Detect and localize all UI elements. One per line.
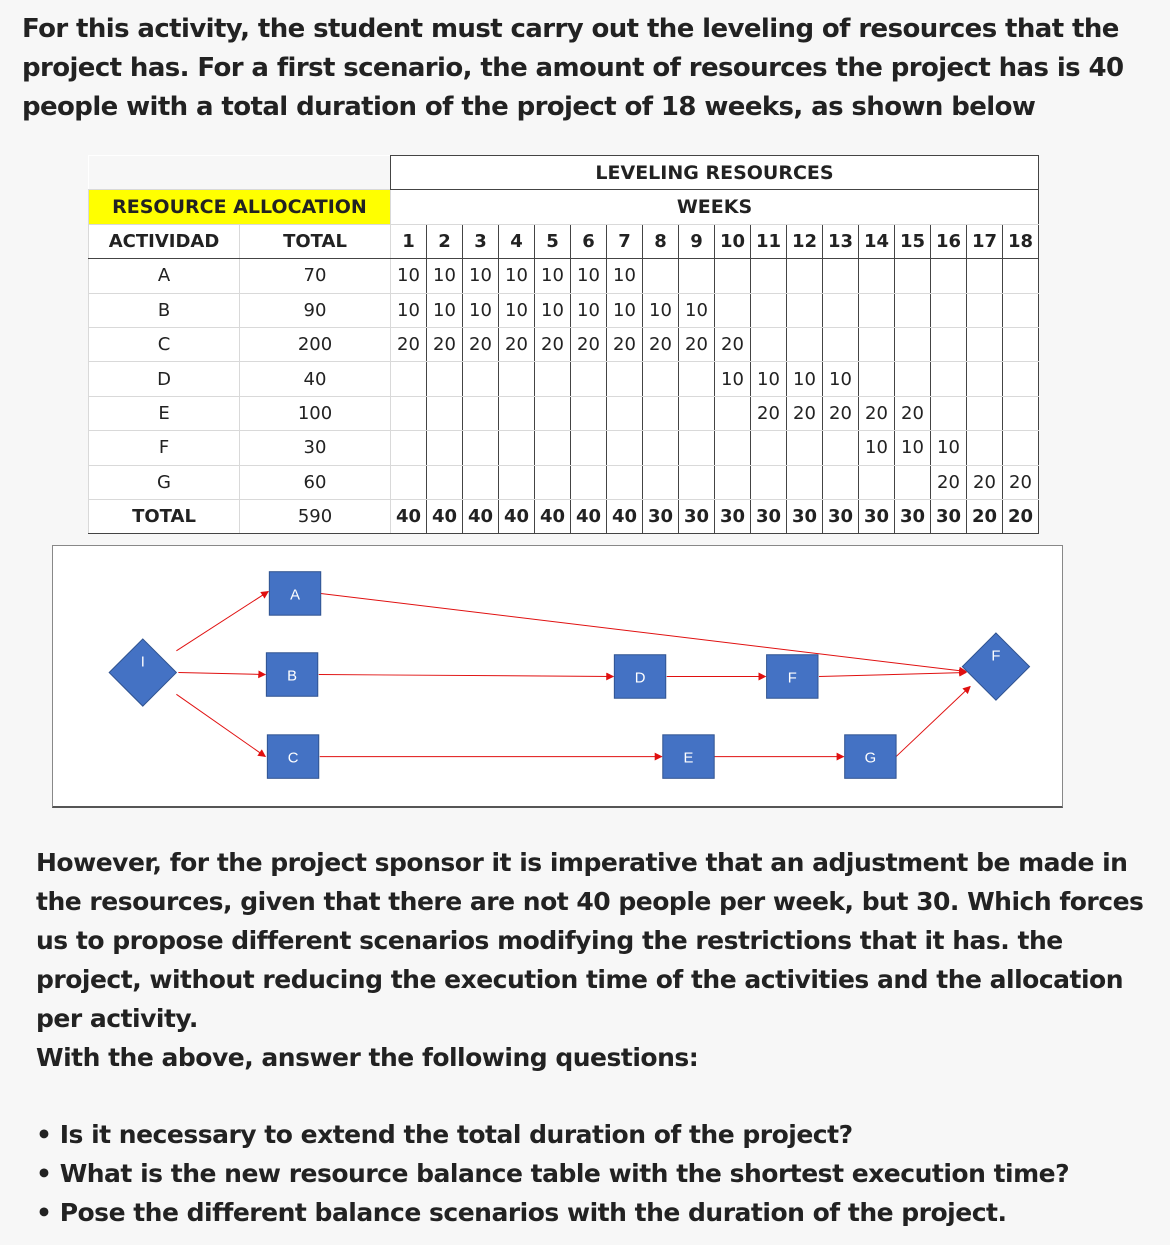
allocation-cell-empty	[859, 259, 895, 293]
allocation-cell-empty	[967, 293, 1003, 327]
allocation-cell: 20	[895, 396, 931, 430]
node-label: B	[287, 668, 298, 685]
allocation-cell: 20	[679, 327, 715, 361]
intro-paragraph: For this activity, the student must carry out the leveling of resources that the project has. For a first scenario, the amount of resources the project has is 40 people with a total duration of the project of 18 weeks, as shown below	[22, 14, 1124, 122]
allocation-cell-empty	[787, 465, 823, 499]
node-label: I	[140, 654, 145, 671]
table-row	[89, 465, 1039, 499]
allocation-cell: 10	[787, 362, 823, 396]
total-cell: 200	[240, 327, 391, 361]
total-cell: 60	[240, 465, 391, 499]
activity-cell: A	[89, 259, 240, 293]
weekly-total-cell: 20	[967, 499, 1003, 533]
network-arrow	[176, 694, 265, 756]
weekly-total-cell: 30	[895, 499, 931, 533]
total-row-sum: 590	[240, 499, 391, 533]
allocation-cell: 10	[715, 362, 751, 396]
week-header: 1	[391, 224, 427, 258]
week-header: 7	[607, 224, 643, 258]
total-row-label: TOTAL	[89, 499, 240, 533]
weekly-total-cell: 40	[391, 499, 427, 533]
allocation-cell-empty	[751, 431, 787, 465]
outro-prompt: With the above, answer the following questions:	[36, 1043, 699, 1072]
allocation-cell-empty	[427, 362, 463, 396]
node-label: F	[787, 670, 797, 687]
allocation-cell: 10	[679, 293, 715, 327]
allocation-cell-empty	[1003, 362, 1039, 396]
week-header: 15	[895, 224, 931, 258]
resource-allocation-label: RESOURCE ALLOCATION	[89, 190, 391, 224]
allocation-cell: 20	[391, 327, 427, 361]
table-row	[89, 327, 1039, 361]
start-node	[109, 639, 176, 706]
allocation-cell-empty	[787, 293, 823, 327]
allocation-cell-empty	[895, 327, 931, 361]
table-row	[89, 396, 1039, 430]
weekly-total-cell: 30	[823, 499, 859, 533]
week-header: 10	[715, 224, 751, 258]
weekly-total-cell: 40	[427, 499, 463, 533]
weekly-total-cell: 40	[499, 499, 535, 533]
allocation-cell: 20	[967, 465, 1003, 499]
allocation-cell: 20	[607, 327, 643, 361]
allocation-cell: 10	[931, 431, 967, 465]
allocation-cell: 20	[1003, 465, 1039, 499]
table-row	[89, 362, 1039, 396]
allocation-cell-empty	[859, 327, 895, 361]
weekly-total-cell: 30	[751, 499, 787, 533]
week-header: 14	[859, 224, 895, 258]
allocation-cell: 10	[895, 431, 931, 465]
allocation-cell-empty	[931, 327, 967, 361]
allocation-cell: 20	[787, 396, 823, 430]
allocation-cell: 10	[391, 259, 427, 293]
network-arrow	[896, 686, 970, 756]
activity-cell: B	[89, 293, 240, 327]
activity-node-c	[267, 735, 318, 778]
allocation-cell-empty	[715, 259, 751, 293]
allocation-cell-empty	[571, 362, 607, 396]
allocation-cell-empty	[643, 362, 679, 396]
question-item: • Is it necessary to extend the total duration of the project?	[36, 1115, 1146, 1154]
allocation-cell-empty	[931, 259, 967, 293]
outro-paragraph	[36, 843, 1146, 1077]
allocation-cell-empty	[679, 396, 715, 430]
allocation-cell-empty	[931, 396, 967, 430]
allocation-cell-empty	[679, 362, 715, 396]
allocation-cell: 20	[931, 465, 967, 499]
allocation-cell: 10	[499, 259, 535, 293]
allocation-cell-empty	[859, 362, 895, 396]
allocation-cell-empty	[607, 431, 643, 465]
weekly-total-cell: 40	[571, 499, 607, 533]
allocation-cell: 10	[751, 362, 787, 396]
activity-cell: E	[89, 396, 240, 430]
network-arrow	[178, 673, 265, 675]
weekly-total-cell: 30	[715, 499, 751, 533]
total-cell: 90	[240, 293, 391, 327]
allocation-cell-empty	[895, 362, 931, 396]
allocation-cell-empty	[931, 362, 967, 396]
allocation-cell-empty	[427, 465, 463, 499]
node-label: A	[290, 587, 300, 604]
allocation-cell-empty	[715, 396, 751, 430]
allocation-cell-empty	[607, 465, 643, 499]
allocation-cell-empty	[391, 396, 427, 430]
allocation-cell-empty	[499, 465, 535, 499]
allocation-cell-empty	[1003, 327, 1039, 361]
allocation-cell-empty	[643, 259, 679, 293]
allocation-cell: 20	[715, 327, 751, 361]
weeks-label: WEEKS	[391, 190, 1039, 224]
allocation-cell-empty	[931, 293, 967, 327]
allocation-cell-empty	[895, 465, 931, 499]
activity-header: ACTIVIDAD	[89, 224, 240, 258]
network-arrow	[819, 673, 966, 677]
allocation-cell-empty	[643, 465, 679, 499]
allocation-cell-empty	[823, 259, 859, 293]
allocation-cell-empty	[391, 362, 427, 396]
allocation-cell: 20	[427, 327, 463, 361]
activity-cell: G	[89, 465, 240, 499]
allocation-cell: 10	[607, 293, 643, 327]
weekly-total-cell: 30	[931, 499, 967, 533]
allocation-cell: 10	[571, 259, 607, 293]
allocation-cell-empty	[967, 259, 1003, 293]
allocation-cell-empty	[535, 465, 571, 499]
allocation-cell: 20	[571, 327, 607, 361]
allocation-cell-empty	[463, 431, 499, 465]
activity-cell: D	[89, 362, 240, 396]
activity-node-f	[767, 655, 818, 698]
week-header: 5	[535, 224, 571, 258]
activity-cell: C	[89, 327, 240, 361]
week-header: 18	[1003, 224, 1039, 258]
allocation-cell-empty	[1003, 259, 1039, 293]
allocation-cell: 10	[535, 259, 571, 293]
weekly-total-cell: 40	[535, 499, 571, 533]
allocation-cell-empty	[751, 465, 787, 499]
allocation-cell-empty	[967, 362, 1003, 396]
allocation-cell-empty	[571, 465, 607, 499]
total-header: TOTAL	[240, 224, 391, 258]
weekly-total-cell: 40	[607, 499, 643, 533]
allocation-cell: 10	[607, 259, 643, 293]
allocation-cell-empty	[823, 327, 859, 361]
week-header: 11	[751, 224, 787, 258]
allocation-cell-empty	[1003, 396, 1039, 430]
allocation-cell-empty	[463, 362, 499, 396]
outro-text: However, for the project sponsor it is imperative that an adjustment be made in the resources, given that there are not 40 people per week, but 30. Which forces us to propose different scenarios modifying the restrictions that it has. the project, without reducing the execution time of the activities and the allocation per activity.	[36, 848, 1144, 1033]
weekly-total-cell: 20	[1003, 499, 1039, 533]
allocation-cell-empty	[427, 396, 463, 430]
network-arrow	[176, 591, 268, 650]
node-label: C	[287, 750, 299, 767]
activity-node-e	[663, 735, 714, 778]
allocation-cell-empty	[859, 293, 895, 327]
allocation-cell-empty	[823, 431, 859, 465]
total-cell: 30	[240, 431, 391, 465]
end-node	[962, 633, 1029, 700]
allocation-cell-empty	[895, 259, 931, 293]
allocation-cell: 10	[391, 293, 427, 327]
allocation-cell-empty	[535, 362, 571, 396]
total-cell: 70	[240, 259, 391, 293]
week-header: 8	[643, 224, 679, 258]
allocation-cell-empty	[1003, 431, 1039, 465]
table-title: LEVELING RESOURCES	[391, 156, 1039, 190]
allocation-cell-empty	[499, 431, 535, 465]
question-list	[36, 1115, 1146, 1232]
week-header: 9	[679, 224, 715, 258]
allocation-cell-empty	[463, 465, 499, 499]
week-header: 12	[787, 224, 823, 258]
allocation-cell-empty	[391, 431, 427, 465]
weekly-total-cell: 30	[643, 499, 679, 533]
allocation-cell: 10	[427, 259, 463, 293]
allocation-cell: 20	[751, 396, 787, 430]
allocation-cell: 20	[643, 327, 679, 361]
activity-node-a	[269, 572, 320, 615]
allocation-cell-empty	[571, 431, 607, 465]
table-corner	[89, 156, 391, 190]
allocation-cell: 10	[463, 259, 499, 293]
week-header: 17	[967, 224, 1003, 258]
weekly-total-cell: 30	[859, 499, 895, 533]
allocation-cell-empty	[391, 465, 427, 499]
allocation-cell-empty	[679, 259, 715, 293]
allocation-cell-empty	[607, 362, 643, 396]
node-label: F	[991, 648, 1001, 665]
allocation-cell-empty	[967, 431, 1003, 465]
allocation-cell: 10	[535, 293, 571, 327]
question-item: • What is the new resource balance table with the shortest execution time?	[36, 1154, 1146, 1193]
allocation-cell-empty	[571, 396, 607, 430]
allocation-cell: 20	[463, 327, 499, 361]
allocation-cell-empty	[751, 293, 787, 327]
node-label: G	[864, 750, 877, 767]
allocation-cell-empty	[823, 293, 859, 327]
week-header: 3	[463, 224, 499, 258]
allocation-cell-empty	[643, 431, 679, 465]
project-network-diagram	[52, 545, 1063, 808]
allocation-cell: 20	[823, 396, 859, 430]
network-arrow	[319, 675, 614, 677]
allocation-cell: 10	[571, 293, 607, 327]
allocation-cell-empty	[499, 362, 535, 396]
allocation-cell-empty	[535, 396, 571, 430]
allocation-cell: 10	[463, 293, 499, 327]
question-item: • Pose the different balance scenarios with the duration of the project.	[36, 1193, 1146, 1232]
total-cell: 100	[240, 396, 391, 430]
allocation-cell-empty	[967, 396, 1003, 430]
allocation-cell-empty	[679, 465, 715, 499]
allocation-cell-empty	[751, 327, 787, 361]
activity-node-g	[845, 735, 896, 778]
weekly-total-cell: 30	[787, 499, 823, 533]
allocation-cell-empty	[643, 396, 679, 430]
activity-cell: F	[89, 431, 240, 465]
node-label: E	[683, 750, 694, 767]
allocation-cell-empty	[499, 396, 535, 430]
allocation-cell-empty	[859, 465, 895, 499]
allocation-cell-empty	[751, 259, 787, 293]
week-header: 4	[499, 224, 535, 258]
allocation-cell: 20	[499, 327, 535, 361]
allocation-cell-empty	[715, 431, 751, 465]
allocation-cell: 10	[823, 362, 859, 396]
allocation-cell: 10	[427, 293, 463, 327]
week-header: 16	[931, 224, 967, 258]
allocation-cell-empty	[787, 327, 823, 361]
activity-node-d	[614, 655, 665, 698]
allocation-cell: 20	[535, 327, 571, 361]
allocation-cell-empty	[463, 396, 499, 430]
allocation-cell: 10	[499, 293, 535, 327]
weekly-total-cell: 40	[463, 499, 499, 533]
table-row	[89, 431, 1039, 465]
allocation-cell-empty	[1003, 293, 1039, 327]
allocation-cell: 10	[859, 431, 895, 465]
allocation-cell-empty	[787, 259, 823, 293]
allocation-cell: 20	[859, 396, 895, 430]
allocation-cell-empty	[823, 465, 859, 499]
allocation-cell-empty	[787, 431, 823, 465]
allocation-cell-empty	[607, 396, 643, 430]
week-header: 2	[427, 224, 463, 258]
table-row	[89, 293, 1039, 327]
node-label: D	[634, 670, 646, 687]
allocation-cell-empty	[715, 293, 751, 327]
allocation-cell-empty	[535, 431, 571, 465]
allocation-cell-empty	[427, 431, 463, 465]
week-header: 6	[571, 224, 607, 258]
activity-node-b	[266, 653, 317, 696]
allocation-cell-empty	[967, 327, 1003, 361]
allocation-cell: 10	[643, 293, 679, 327]
total-cell: 40	[240, 362, 391, 396]
allocation-cell-empty	[895, 293, 931, 327]
table-row	[89, 259, 1039, 293]
weekly-total-cell: 30	[679, 499, 715, 533]
week-header: 13	[823, 224, 859, 258]
allocation-cell-empty	[679, 431, 715, 465]
allocation-cell-empty	[715, 465, 751, 499]
leveling-resources-table	[88, 155, 1039, 534]
